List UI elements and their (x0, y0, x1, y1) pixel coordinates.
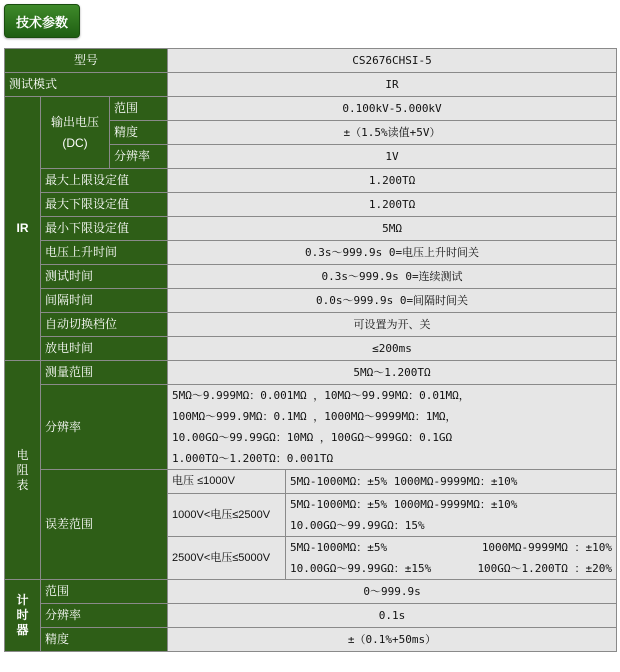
table-row (5, 470, 617, 494)
resolution-line: 5MΩ～9.999MΩ：0.001MΩ ，10MΩ～99.99MΩ：0.01MΩ， (172, 389, 470, 402)
error-value-2 (286, 494, 617, 537)
tech-params-tab[interactable]: 技术参数 (4, 4, 80, 38)
interval-label: 间隔时间 (41, 289, 168, 313)
rise-time-label: 电压上升时间 (41, 241, 168, 265)
error-cond-1: 电压 ≤1000V (168, 470, 286, 494)
timer-char: 计 (16, 593, 29, 607)
auto-range-label: 自动切换档位 (41, 313, 168, 337)
error-value-3 (286, 537, 617, 580)
voltage-label (41, 97, 110, 169)
model-value: CS2676CHSI-5 (168, 49, 617, 73)
table-row (5, 313, 617, 337)
max-upper-value: 1.200TΩ (168, 169, 617, 193)
error-line-left: 5MΩ-1000MΩ：±5% (290, 541, 388, 554)
table-row (5, 604, 617, 628)
error-line-right: 1000MΩ-9999MΩ ：±10% (481, 541, 613, 554)
timer-range-label: 范围 (41, 580, 168, 604)
error-line (290, 537, 612, 558)
discharge-value: ≤200ms (168, 337, 617, 361)
error-line: 5MΩ-1000MΩ：±5% 1000MΩ-9999MΩ：±10% (290, 498, 518, 511)
resolution-line: 10.00GΩ～99.99GΩ：10MΩ ，100GΩ～999GΩ：0.1GΩ (172, 431, 453, 444)
table-row (5, 265, 617, 289)
model-label: 型号 (5, 49, 168, 73)
error-value-1: 5MΩ-1000MΩ：±5% 1000MΩ-9999MΩ：±10% (286, 470, 617, 494)
min-lower-label: 最小下限设定值 (41, 217, 168, 241)
meter-error-label: 误差范围 (41, 470, 168, 580)
meter-char: 电 (16, 447, 29, 462)
table-row (5, 385, 617, 470)
min-lower-value: 5MΩ (168, 217, 617, 241)
meter-resolution-label: 分辨率 (41, 385, 168, 470)
table-row (5, 193, 617, 217)
voltage-range-value: 0.100kV-5.000kV (168, 97, 617, 121)
timer-char: 时 (16, 608, 29, 622)
timer-group-label (5, 580, 41, 652)
timer-char: 器 (16, 623, 29, 637)
mode-value: IR (168, 73, 617, 97)
mode-label: 测试模式 (5, 73, 168, 97)
voltage-precision-value: ±（1.5%读值+5V） (168, 121, 617, 145)
table-row (5, 169, 617, 193)
meter-range-value: 5MΩ～1.200TΩ (168, 361, 617, 385)
meter-char: 表 (16, 477, 29, 492)
error-cond-2: 1000V<电压≤2500V (168, 494, 286, 537)
voltage-label-dc: (DC) (62, 135, 88, 150)
table-row (5, 217, 617, 241)
timer-precision-value: ±（0.1%+50ms） (168, 628, 617, 652)
meter-char: 阻 (16, 462, 29, 477)
table-row (5, 73, 617, 97)
table-row (5, 580, 617, 604)
error-line: 10.00GΩ～99.99GΩ：15% (290, 519, 425, 532)
discharge-label: 放电时间 (41, 337, 168, 361)
meter-resolution-value (168, 385, 617, 470)
timer-precision-label: 精度 (41, 628, 168, 652)
error-line-right: 100GΩ～1.200TΩ ：±20% (477, 562, 613, 575)
rise-time-value: 0.3s～999.9s 0=电压上升时间关 (168, 241, 617, 265)
error-line (290, 558, 612, 579)
table-row (5, 289, 617, 313)
table-row (5, 628, 617, 652)
test-time-label: 测试时间 (41, 265, 168, 289)
table-row (5, 97, 617, 121)
meter-range-label: 测量范围 (41, 361, 168, 385)
timer-range-value: 0～999.9s (168, 580, 617, 604)
test-time-value: 0.3s～999.9s 0=连续测试 (168, 265, 617, 289)
spec-table (4, 48, 617, 652)
max-lower-value: 1.200TΩ (168, 193, 617, 217)
table-row (5, 337, 617, 361)
error-line-left: 10.00GΩ～99.99GΩ：±15% (290, 562, 432, 575)
auto-range-value: 可设置为开、关 (168, 313, 617, 337)
meter-group-label (5, 361, 41, 580)
max-lower-label: 最大下限设定值 (41, 193, 168, 217)
table-row (5, 49, 617, 73)
voltage-resolution-value: 1V (168, 145, 617, 169)
resolution-line: 1.000TΩ～1.200TΩ：0.001TΩ (172, 452, 334, 465)
voltage-label-text: 输出电压 (50, 114, 99, 129)
voltage-precision-label: 精度 (110, 121, 168, 145)
table-row (5, 361, 617, 385)
table-row (5, 241, 617, 265)
ir-group-label: IR (5, 97, 41, 361)
timer-resolution-value: 0.1s (168, 604, 617, 628)
max-upper-label: 最大上限设定值 (41, 169, 168, 193)
timer-resolution-label: 分辨率 (41, 604, 168, 628)
resolution-line: 100MΩ～999.9MΩ：0.1MΩ ，1000MΩ～9999MΩ：1MΩ， (172, 410, 457, 423)
voltage-resolution-label: 分辨率 (110, 145, 168, 169)
interval-value: 0.0s～999.9s 0=间隔时间关 (168, 289, 617, 313)
voltage-range-label: 范围 (110, 97, 168, 121)
error-cond-3: 2500V<电压≤5000V (168, 537, 286, 580)
